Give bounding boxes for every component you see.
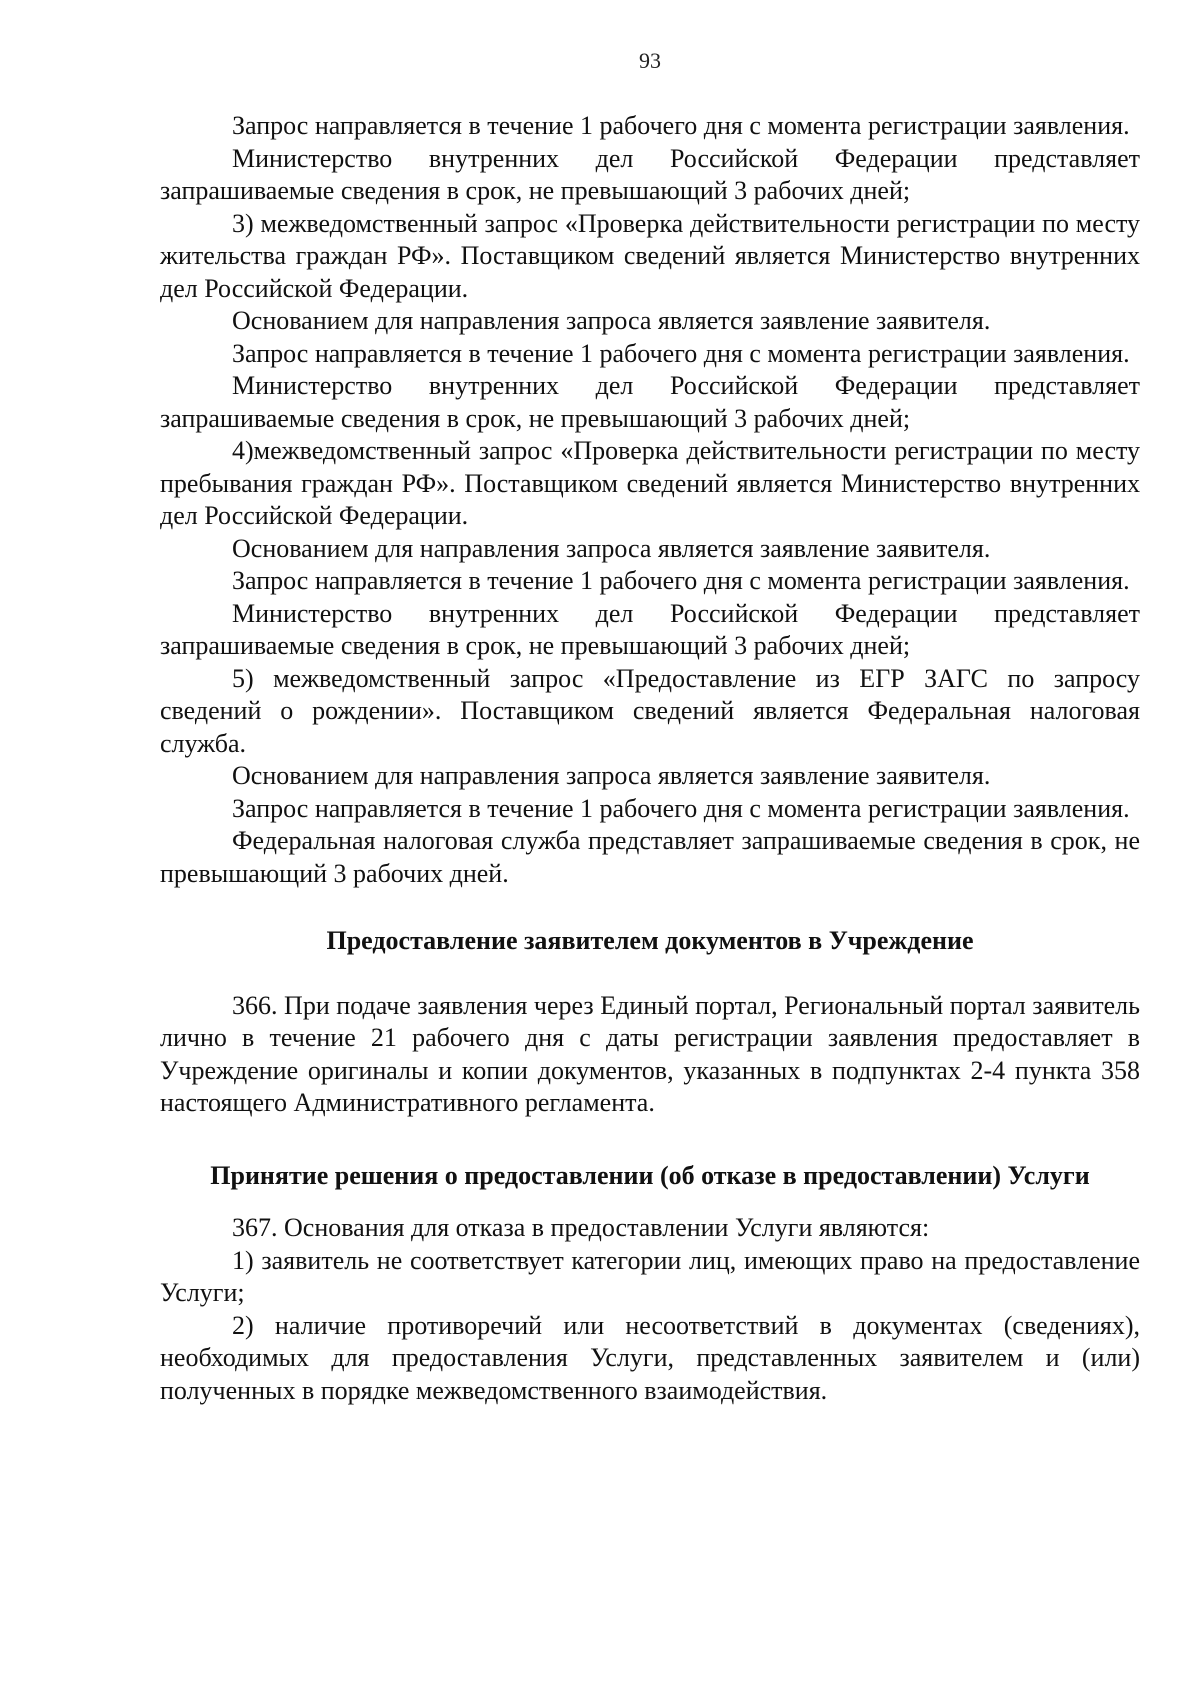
paragraph: Запрос направляется в течение 1 рабочего дня с момента регистрации заявления. [232, 566, 1130, 595]
paragraph-366: 366. При подаче заявления через Единый портал, Региональный портал заявитель лично в течение 21 рабочего дня с даты регистрации заявления предоставляет в Учреждение оригиналы и копии документов, указанных в подпунктах 2-4 пункта 358 настоящего Административного регламента. [160, 990, 1140, 1117]
paragraph: Федеральная налоговая служба представляет запрашиваемые сведения в срок, не превышающий 3 рабочих дней. [160, 826, 1140, 888]
section-heading: Принятие решения о предоставлении (об отказе в предоставлении) Услуги [210, 1160, 1090, 1190]
paragraph: 2) наличие противоречий или несоответствий в документах (сведениях), необходимых для предоставления Услуги, представленных заявителем и (или) полученных в порядке межведомственного взаимодействия. [160, 1310, 1140, 1405]
paragraph: Запрос направляется в течение 1 рабочего дня с момента регистрации заявления. [232, 793, 1130, 823]
paragraph: Основанием для направления запроса является заявление заявителя. [232, 761, 991, 790]
paragraph: Основанием для направления запроса является заявление заявителя. [232, 533, 991, 563]
paragraph: Министерство внутренних дел Российской Федерации представляет запрашиваемые сведения в срок, не превышающий 3 рабочих дней; [160, 598, 1140, 660]
paragraph: 4)межведомственный запрос «Проверка действительности регистрации по месту пребывания граждан РФ». Поставщиком сведений является Министерство внутренних дел Российской Федерации. [160, 436, 1140, 530]
paragraph: Основанием для направления запроса является заявление заявителя. [232, 306, 991, 335]
section-heading: Предоставление заявителем документов в Учреждение [326, 926, 974, 955]
paragraph: Запрос направляется в течение 1 рабочего дня с момента регистрации заявления. [232, 111, 1130, 140]
paragraph: Запрос направляется в течение 1 рабочего дня с момента регистрации заявления. [232, 338, 1130, 368]
page-number: 93 [639, 48, 661, 73]
paragraph: 1) заявитель не соответствует категории лиц, имеющих право на предоставление Услуги; [160, 1245, 1140, 1307]
page-content [160, 110, 1140, 1407]
paragraph: 5) межведомственный запрос «Предоставление из ЕГР ЗАГС по запросу сведений о рождении». Поставщиком сведений является Федеральная налоговая служба. [160, 663, 1140, 758]
paragraph: 367. Основания для отказа в предоставлении Услуги являются: [232, 1213, 930, 1242]
paragraph: Министерство внутренних дел Российской Федерации представляет запрашиваемые сведения в срок, не превышающий 3 рабочих дней; [160, 143, 1140, 205]
paragraph: Министерство внутренних дел Российской Федерации представляет запрашиваемые сведения в срок, не превышающий 3 рабочих дней; [160, 371, 1140, 433]
paragraph: 3) межведомственный запрос «Проверка действительности регистрации по месту жительства граждан РФ». Поставщиком сведений является Министерство внутренних дел Российской Федерации. [160, 208, 1140, 303]
